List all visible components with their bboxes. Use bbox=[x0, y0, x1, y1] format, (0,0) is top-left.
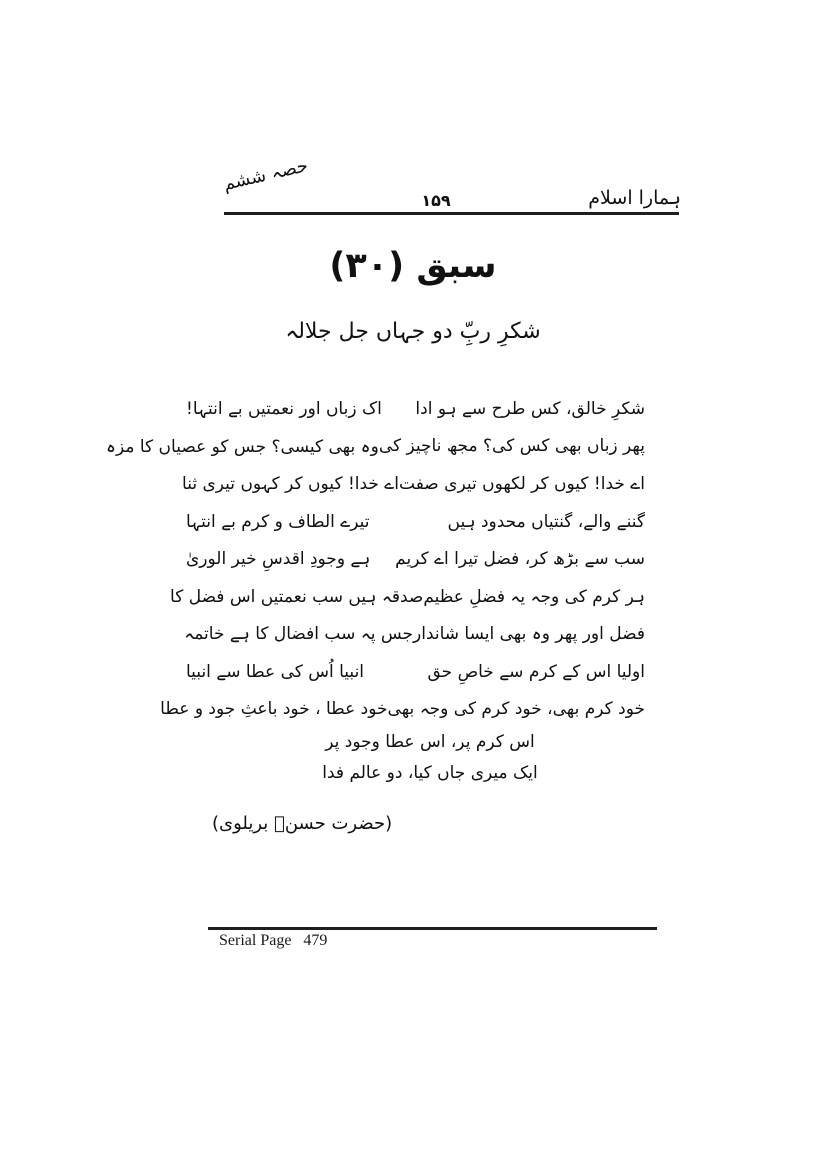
hemistich-first: گننے والے، گنتیاں محدود ہیں bbox=[447, 511, 645, 532]
hemistich-second: اک زباں اور نعمتیں بے انتہا! bbox=[186, 399, 382, 420]
couplet-row bbox=[186, 653, 645, 691]
couplet-row bbox=[160, 690, 645, 728]
couplet-row bbox=[170, 578, 645, 616]
hemistich-first: ہر کرم کی وجہ یہ فضلِ عظیم bbox=[423, 586, 645, 607]
header-part-title: حصہ ششم bbox=[221, 155, 310, 195]
closing-verses bbox=[185, 727, 675, 789]
header-divider bbox=[224, 212, 679, 215]
hemistich-second: تیرے الطاف و کرم بے انتہا bbox=[186, 511, 370, 532]
serial-page-footer bbox=[219, 932, 327, 950]
hemistich-first: اولیا اس کے کرم سے خاصِ حق bbox=[427, 661, 645, 682]
closing-line: اس کرم پر، اس عطا وجود پر bbox=[325, 732, 535, 752]
hemistich-first: فضل اور پھر وہ بھی ایسا شاندار bbox=[413, 624, 645, 645]
hemistich-first: شکرِ خالق، کس طرح سے ہو ادا bbox=[415, 399, 645, 420]
hemistich-first: اے خدا! کیوں کر لکھوں تیری صفت bbox=[399, 474, 645, 495]
couplet-row bbox=[106, 428, 645, 466]
couplet-row bbox=[186, 540, 645, 578]
poet-attribution: (حضرت حسنؔ بریلوی) bbox=[212, 813, 393, 834]
hemistich-second: انبیا اُس کی عطا سے انبیا bbox=[186, 661, 365, 682]
couplet-row bbox=[186, 390, 645, 428]
hemistich-second: ہے وجودِ اقدسِ خیر الوریٰ bbox=[186, 549, 371, 570]
serial-page-label: Serial Page bbox=[219, 932, 292, 949]
hemistich-first: پھر زباں بھی کس کی؟ مجھ ناچیز کی bbox=[378, 436, 645, 457]
header-book-title: ہمارا اسلام bbox=[588, 187, 681, 209]
couplet-row bbox=[186, 503, 645, 541]
lesson-subtitle: شکرِ ربِّ دو جہاں جل جلالہ bbox=[285, 319, 541, 344]
hemistich-second: خود عطا ، خود باعثِ جود و عطا bbox=[160, 698, 388, 719]
closing-line: ایک میری جاں کیا، دو عالم فدا bbox=[322, 763, 538, 783]
hemistich-first: سب سے بڑھ کر، فضل تیرا اے کریم bbox=[395, 549, 645, 570]
header-page-number: ۱۵۹ bbox=[421, 191, 451, 210]
hemistich-second: وہ بھی کیسی؟ جس کو عصیاں کا مزہ bbox=[106, 436, 379, 457]
footer-divider bbox=[208, 927, 657, 930]
serial-page-number: 479 bbox=[303, 932, 328, 949]
couplet-row bbox=[186, 615, 645, 653]
couplet-row bbox=[182, 465, 645, 503]
hemistich-second: صدقہ ہیں سب نعمتیں اس فضل کا bbox=[170, 586, 424, 607]
lesson-title: سبق (۳۰) bbox=[329, 246, 497, 286]
hemistich-second: جس پہ سب افضال کا ہے خاتمہ bbox=[184, 624, 414, 645]
poem-block bbox=[106, 390, 645, 728]
hemistich-first: خود کرم بھی، خود کرم کی وجہ بھی bbox=[387, 699, 645, 720]
hemistich-second: اے خدا! کیوں کر کہوں تیری ثنا bbox=[182, 474, 399, 495]
